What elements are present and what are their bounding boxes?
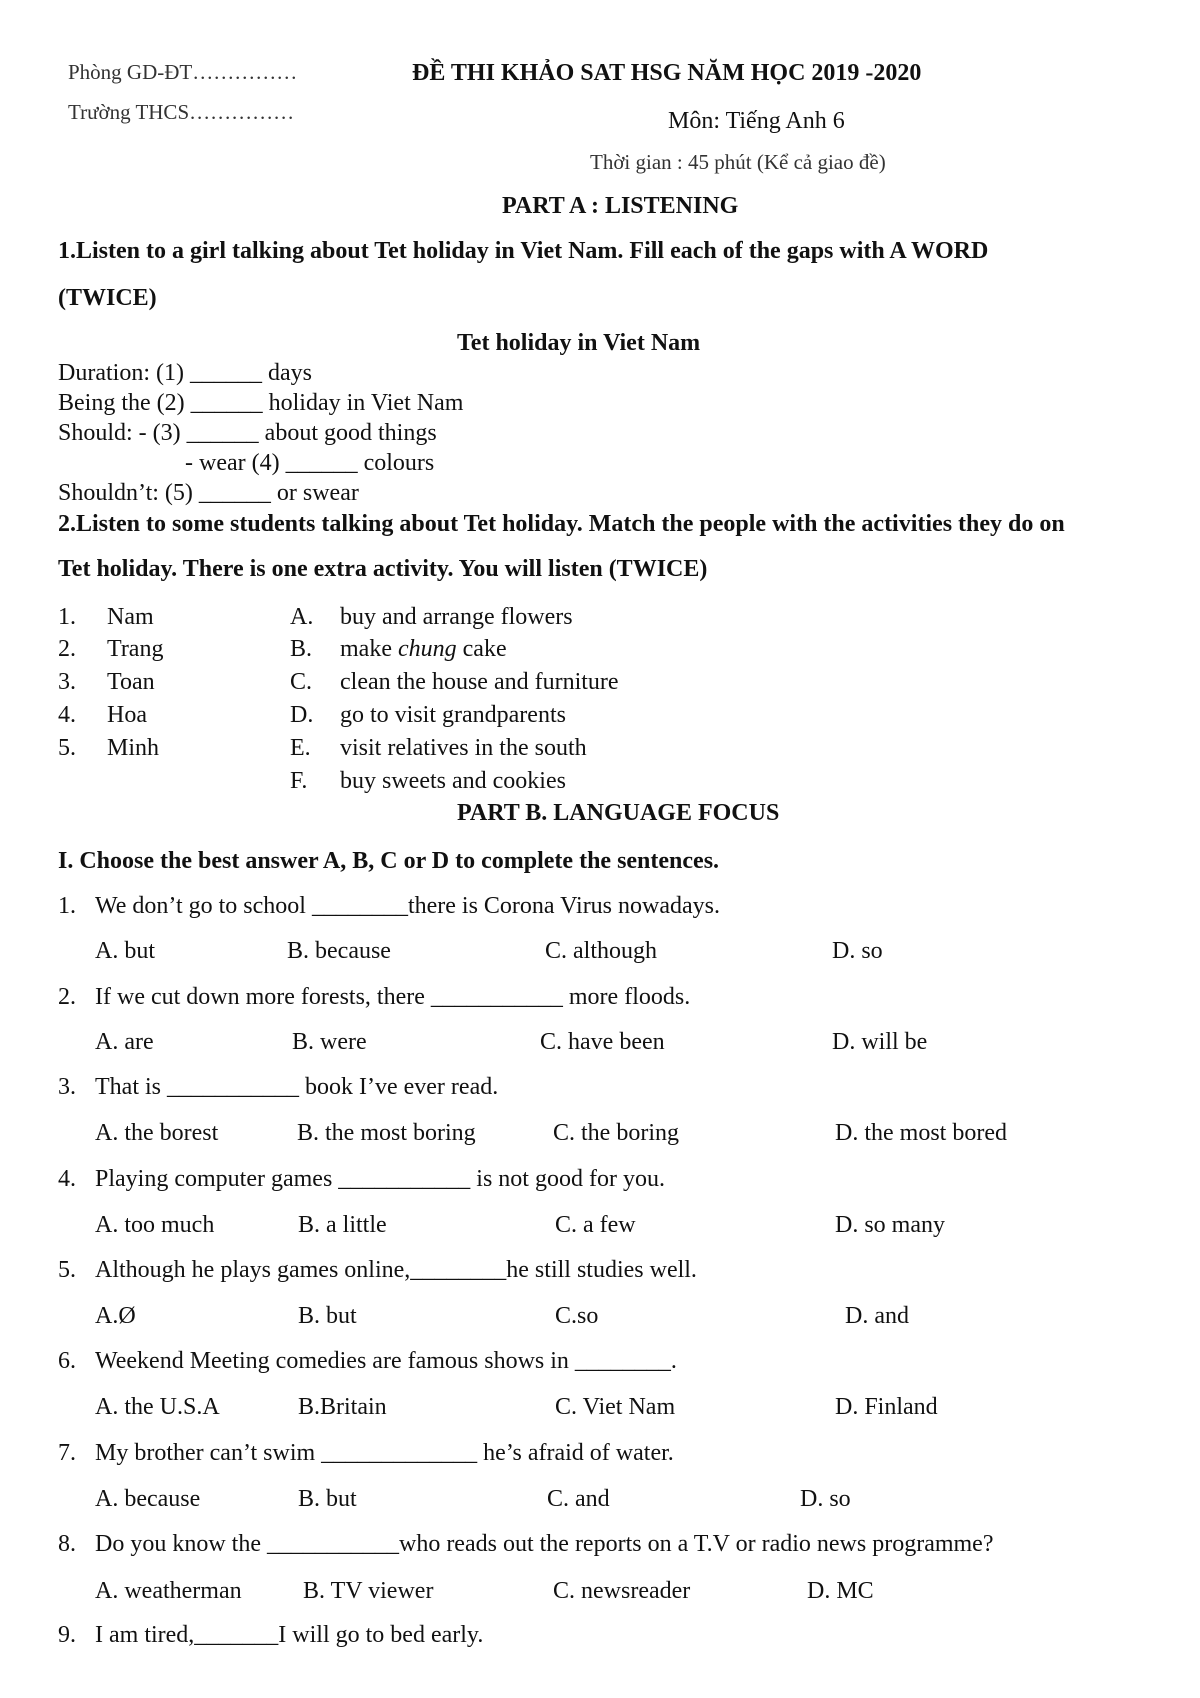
activity-letter: A. <box>290 604 314 630</box>
part-a-title: PART A : LISTENING <box>502 193 739 219</box>
office-label: Phòng GD-ĐT…………… <box>68 60 298 84</box>
options-row <box>0 938 1200 970</box>
option-a[interactable]: A. but <box>95 938 155 964</box>
question-number: 9. <box>58 1622 76 1648</box>
option-c[interactable]: C. a few <box>555 1212 636 1238</box>
question-text: If we cut down more forests, there ___________ more floods. <box>95 984 691 1010</box>
options-row <box>0 1120 1200 1152</box>
task1-instruction-cont: (TWICE) <box>58 285 157 311</box>
activity-text: go to visit grandparents <box>340 702 566 728</box>
activity-text-part: make <box>340 636 398 662</box>
activity-text: visit relatives in the south <box>340 735 587 761</box>
option-b[interactable]: B. but <box>298 1303 357 1329</box>
notes-title: Tet holiday in Viet Nam <box>457 330 701 356</box>
option-d[interactable]: D. will be <box>832 1029 928 1055</box>
task2-instruction-cont: Tet holiday. There is one extra activity. You will listen (TWICE) <box>58 556 708 582</box>
option-a[interactable]: A.Ø <box>95 1303 136 1329</box>
option-a[interactable]: A. too much <box>95 1212 215 1238</box>
question-text: That is ___________ book I’ve ever read. <box>95 1074 499 1100</box>
option-b[interactable]: B. a little <box>298 1212 387 1238</box>
activity-letter: B. <box>290 636 313 662</box>
options-row <box>0 1394 1200 1426</box>
activity-text: buy sweets and cookies <box>340 768 566 794</box>
activity-text: clean the house and furniture <box>340 669 619 695</box>
note-line: Shouldn’t: (5) ______ or swear <box>58 480 359 506</box>
person-name: Hoa <box>107 702 147 728</box>
question-row <box>0 984 1200 1016</box>
activity-text-part: cake <box>456 636 507 662</box>
match-row <box>0 669 1200 701</box>
option-a[interactable]: A. because <box>95 1486 201 1512</box>
option-c[interactable]: C. and <box>547 1486 610 1512</box>
question-number: 5. <box>58 1257 76 1283</box>
question-row <box>0 1257 1200 1289</box>
person-number: 2. <box>58 636 76 662</box>
option-d[interactable]: D. the most bored <box>835 1120 1007 1146</box>
options-row <box>0 1486 1200 1518</box>
activity-letter: F. <box>290 768 308 794</box>
time-label: Thời gian : 45 phút (Kể cả giao đề) <box>590 150 886 174</box>
match-row <box>0 702 1200 734</box>
exam-title: ĐỀ THI KHẢO SAT HSG NĂM HỌC 2019 -2020 <box>412 60 922 86</box>
question-text: Do you know the ___________who reads out the reports on a T.V or radio news programme? <box>95 1531 994 1557</box>
note-line: Duration: (1) ______ days <box>58 360 312 386</box>
option-c[interactable]: C.so <box>555 1303 599 1329</box>
options-row <box>0 1212 1200 1244</box>
option-c[interactable]: C. Viet Nam <box>555 1394 676 1420</box>
match-row <box>0 768 1200 800</box>
options-row <box>0 1578 1200 1610</box>
question-text: Although he plays games online,________he still studies well. <box>95 1257 697 1283</box>
options-row <box>0 1029 1200 1061</box>
option-d[interactable]: D. so many <box>835 1212 945 1238</box>
option-d[interactable]: D. so <box>832 938 883 964</box>
person-name: Trang <box>107 636 164 662</box>
option-b[interactable]: B. because <box>287 938 391 964</box>
option-a[interactable]: A. the U.S.A <box>95 1394 220 1420</box>
option-b[interactable]: B. the most boring <box>297 1120 476 1146</box>
option-a[interactable]: A. weatherman <box>95 1578 242 1604</box>
question-row <box>0 1166 1200 1198</box>
question-text: Weekend Meeting comedies are famous shows in ________. <box>95 1348 677 1374</box>
question-row <box>0 1348 1200 1380</box>
activity-letter: E. <box>290 735 311 761</box>
question-text: Playing computer games ___________ is not good for you. <box>95 1166 665 1192</box>
option-b[interactable]: B. TV viewer <box>303 1578 434 1604</box>
question-text: I am tired,_______I will go to bed early. <box>95 1622 484 1648</box>
option-c[interactable]: C. have been <box>540 1029 665 1055</box>
question-text: We don’t go to school ________there is Corona Virus nowadays. <box>95 893 720 919</box>
note-line: Should: - (3) ______ about good things <box>58 420 437 446</box>
activity-letter: D. <box>290 702 314 728</box>
activity-text-emphasis: chung <box>397 636 457 662</box>
question-number: 6. <box>58 1348 76 1374</box>
option-b[interactable]: B. but <box>298 1486 357 1512</box>
question-row <box>0 1440 1200 1472</box>
option-d[interactable]: D. and <box>845 1303 909 1329</box>
question-row <box>0 1074 1200 1106</box>
section1-title: I. Choose the best answer A, B, C or D to complete the sentences. <box>58 848 720 874</box>
question-row <box>0 1531 1200 1563</box>
question-number: 2. <box>58 984 76 1010</box>
activity-text-part: buy and arrange flowers <box>340 604 573 630</box>
part-b-title: PART B. LANGUAGE FOCUS <box>457 800 780 826</box>
activity-letter: C. <box>290 669 313 695</box>
school-label: Trường THCS…………… <box>68 100 295 124</box>
note-line: - wear (4) ______ colours <box>185 450 435 476</box>
option-a[interactable]: A. the borest <box>95 1120 219 1146</box>
option-d[interactable]: D. so <box>800 1486 851 1512</box>
question-row <box>0 893 1200 925</box>
person-number: 5. <box>58 735 76 761</box>
question-number: 3. <box>58 1074 76 1100</box>
person-number: 3. <box>58 669 76 695</box>
question-row <box>0 1622 1200 1654</box>
option-c[interactable]: C. although <box>545 938 657 964</box>
question-number: 7. <box>58 1440 76 1466</box>
question-number: 4. <box>58 1166 76 1192</box>
task1-instruction: 1.Listen to a girl talking about Tet holiday in Viet Nam. Fill each of the gaps with A WORD <box>58 238 989 264</box>
person-name: Minh <box>107 735 160 761</box>
activity-text <box>340 604 573 631</box>
person-number: 4. <box>58 702 76 728</box>
option-a[interactable]: A. are <box>95 1029 154 1055</box>
activity-text <box>340 636 507 663</box>
question-text: My brother can’t swim _____________ he’s afraid of water. <box>95 1440 674 1466</box>
option-d[interactable]: D. Finland <box>835 1394 938 1420</box>
match-row <box>0 735 1200 767</box>
option-c[interactable]: C. newsreader <box>553 1578 691 1604</box>
options-row <box>0 1303 1200 1335</box>
question-number: 1. <box>58 893 76 919</box>
option-c[interactable]: C. the boring <box>553 1120 679 1146</box>
option-b[interactable]: B. were <box>292 1029 367 1055</box>
subject-label: Môn: Tiếng Anh 6 <box>668 108 845 134</box>
option-b[interactable]: B.Britain <box>298 1394 387 1420</box>
person-name: Nam <box>107 604 154 630</box>
person-number: 1. <box>58 604 76 630</box>
match-row <box>0 636 1200 668</box>
match-row <box>0 604 1200 636</box>
option-d[interactable]: D. MC <box>807 1578 874 1604</box>
person-name: Toan <box>107 669 155 695</box>
note-line: Being the (2) ______ holiday in Viet Nam <box>58 390 464 416</box>
question-number: 8. <box>58 1531 76 1557</box>
task2-instruction: 2.Listen to some students talking about Tet holiday. Match the people with the activities they do on <box>58 511 1065 537</box>
